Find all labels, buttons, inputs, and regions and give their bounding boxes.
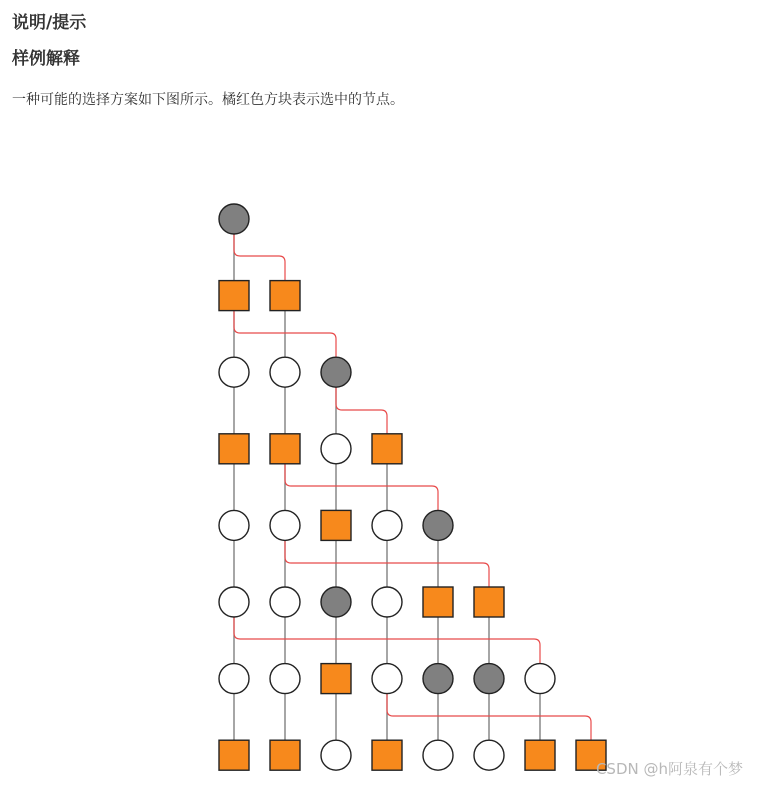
selected-square-node [270, 434, 300, 464]
white-circle-node [525, 664, 555, 694]
selected-square-node [321, 510, 351, 540]
gray-circle-node [219, 204, 249, 234]
white-circle-node [219, 357, 249, 387]
white-circle-node [219, 510, 249, 540]
white-circle-node [321, 740, 351, 770]
explanation-title: 样例解释 [12, 49, 80, 69]
gray-circle-node [474, 664, 504, 694]
watermark: CSDN @h阿泉有个梦 [595, 760, 743, 778]
white-circle-node [372, 510, 402, 540]
white-circle-node [321, 434, 351, 464]
selected-square-node [474, 587, 504, 617]
white-circle-node [270, 510, 300, 540]
selected-square-node [270, 740, 300, 770]
selected-square-node [321, 664, 351, 694]
selected-square-node [372, 434, 402, 464]
selection-path-link [336, 387, 387, 434]
section-title: 说明/提示 [12, 13, 87, 33]
white-circle-node [270, 664, 300, 694]
selected-square-node [525, 740, 555, 770]
white-circle-node [270, 587, 300, 617]
gray-circle-node [321, 357, 351, 387]
gray-circle-node [321, 587, 351, 617]
white-circle-node [372, 664, 402, 694]
white-circle-node [372, 587, 402, 617]
selected-square-node [423, 587, 453, 617]
selected-square-node [372, 740, 402, 770]
white-circle-node [474, 740, 504, 770]
white-circle-node [270, 357, 300, 387]
selection-path-link [234, 234, 285, 281]
gray-circle-node [423, 664, 453, 694]
white-circle-node [219, 664, 249, 694]
white-circle-node [423, 740, 453, 770]
explanation-text: 一种可能的选择方案如下图所示。橘红色方块表示选中的节点。 [12, 92, 404, 108]
white-circle-node [219, 587, 249, 617]
selected-square-node [219, 740, 249, 770]
selected-square-node [219, 281, 249, 311]
gray-circle-node [423, 510, 453, 540]
selected-square-node [219, 434, 249, 464]
selected-square-node [270, 281, 300, 311]
selection-path-link [285, 464, 438, 511]
